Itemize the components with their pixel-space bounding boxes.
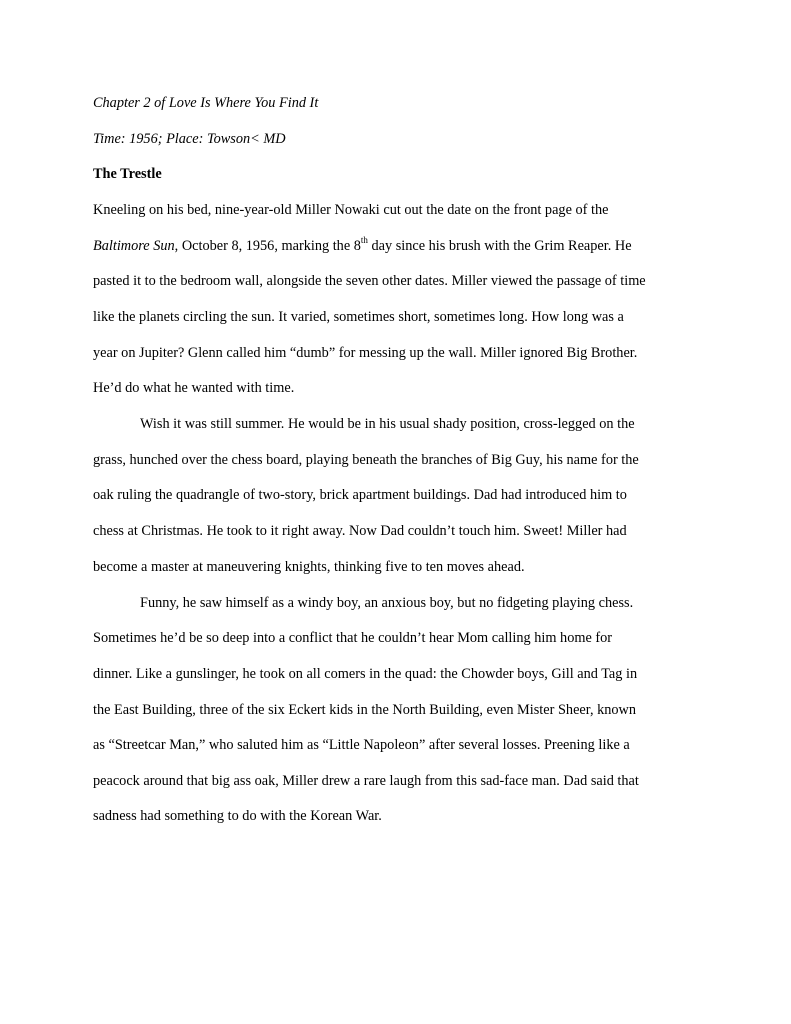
time-place-line: Time: 1956; Place: Towson< MD xyxy=(93,131,286,147)
paragraph-1-line-6: He’d do what he wanted with time. xyxy=(93,380,295,396)
section-title: The Trestle xyxy=(93,166,162,182)
paragraph-1-line-3: pasted it to the bedroom wall, alongside the seven other dates. Miller viewed the passage of time xyxy=(93,273,646,289)
chapter-heading: Chapter 2 of Love Is Where You Find It xyxy=(93,95,319,111)
paragraph-1-line-2 xyxy=(93,237,632,255)
paragraph-2-line-3: oak ruling the quadrangle of two-story, brick apartment buildings. Dad had introduced him to xyxy=(93,487,627,503)
paragraph-3-line-1: Funny, he saw himself as a windy boy, an anxious boy, but no fidgeting playing chess. xyxy=(140,595,634,611)
paragraph-3-line-4: the East Building, three of the six Eckert kids in the North Building, even Mister Sheer, known xyxy=(93,702,637,718)
paragraph-2-line-1: Wish it was still summer. He would be in his usual shady position, cross-legged on the xyxy=(140,416,635,432)
ordinal-suffix: th xyxy=(360,235,368,246)
paragraph-1-line-4: like the planets circling the sun. It varied, sometimes short, sometimes long. How long was a xyxy=(93,309,624,325)
paragraph-3-line-3: dinner. Like a gunslinger, he took on all comers in the quad: the Chowder boys, Gill and Tag in xyxy=(93,666,638,682)
paragraph-1-line-1: Kneeling on his bed, nine-year-old Miller Nowaki cut out the date on the front page of the xyxy=(93,202,609,218)
paragraph-2-line-4: chess at Christmas. He took to it right away. Now Dad couldn’t touch him. Sweet! Miller had xyxy=(93,523,627,539)
paragraph-2-line-2: grass, hunched over the chess board, playing beneath the branches of Big Guy, his name for the xyxy=(93,452,639,468)
paragraph-3-line-6: peacock around that big ass oak, Miller drew a rare laugh from this sad-face man. Dad said that xyxy=(93,773,639,789)
paragraph-3-line-2: Sometimes he’d be so deep into a conflict that he couldn’t hear Mom calling him home for xyxy=(93,630,613,646)
paragraph-2-line-5: become a master at maneuvering knights, thinking five to ten moves ahead. xyxy=(93,559,525,575)
paragraph-3-line-7: sadness had something to do with the Korean War. xyxy=(93,808,382,824)
line-2-text-a: , October 8, 1956, marking the 8 xyxy=(174,238,361,254)
paragraph-3-line-5: as “Streetcar Man,” who saluted him as “Little Napoleon” after several losses. Preening like a xyxy=(93,737,630,753)
newspaper-title: Baltimore Sun xyxy=(93,238,175,254)
paragraph-1-line-5: year on Jupiter? Glenn called him “dumb” for messing up the wall. Miller ignored Big Brother. xyxy=(93,345,638,361)
line-2-text-b: day since his brush with the Grim Reaper. He xyxy=(367,238,632,254)
